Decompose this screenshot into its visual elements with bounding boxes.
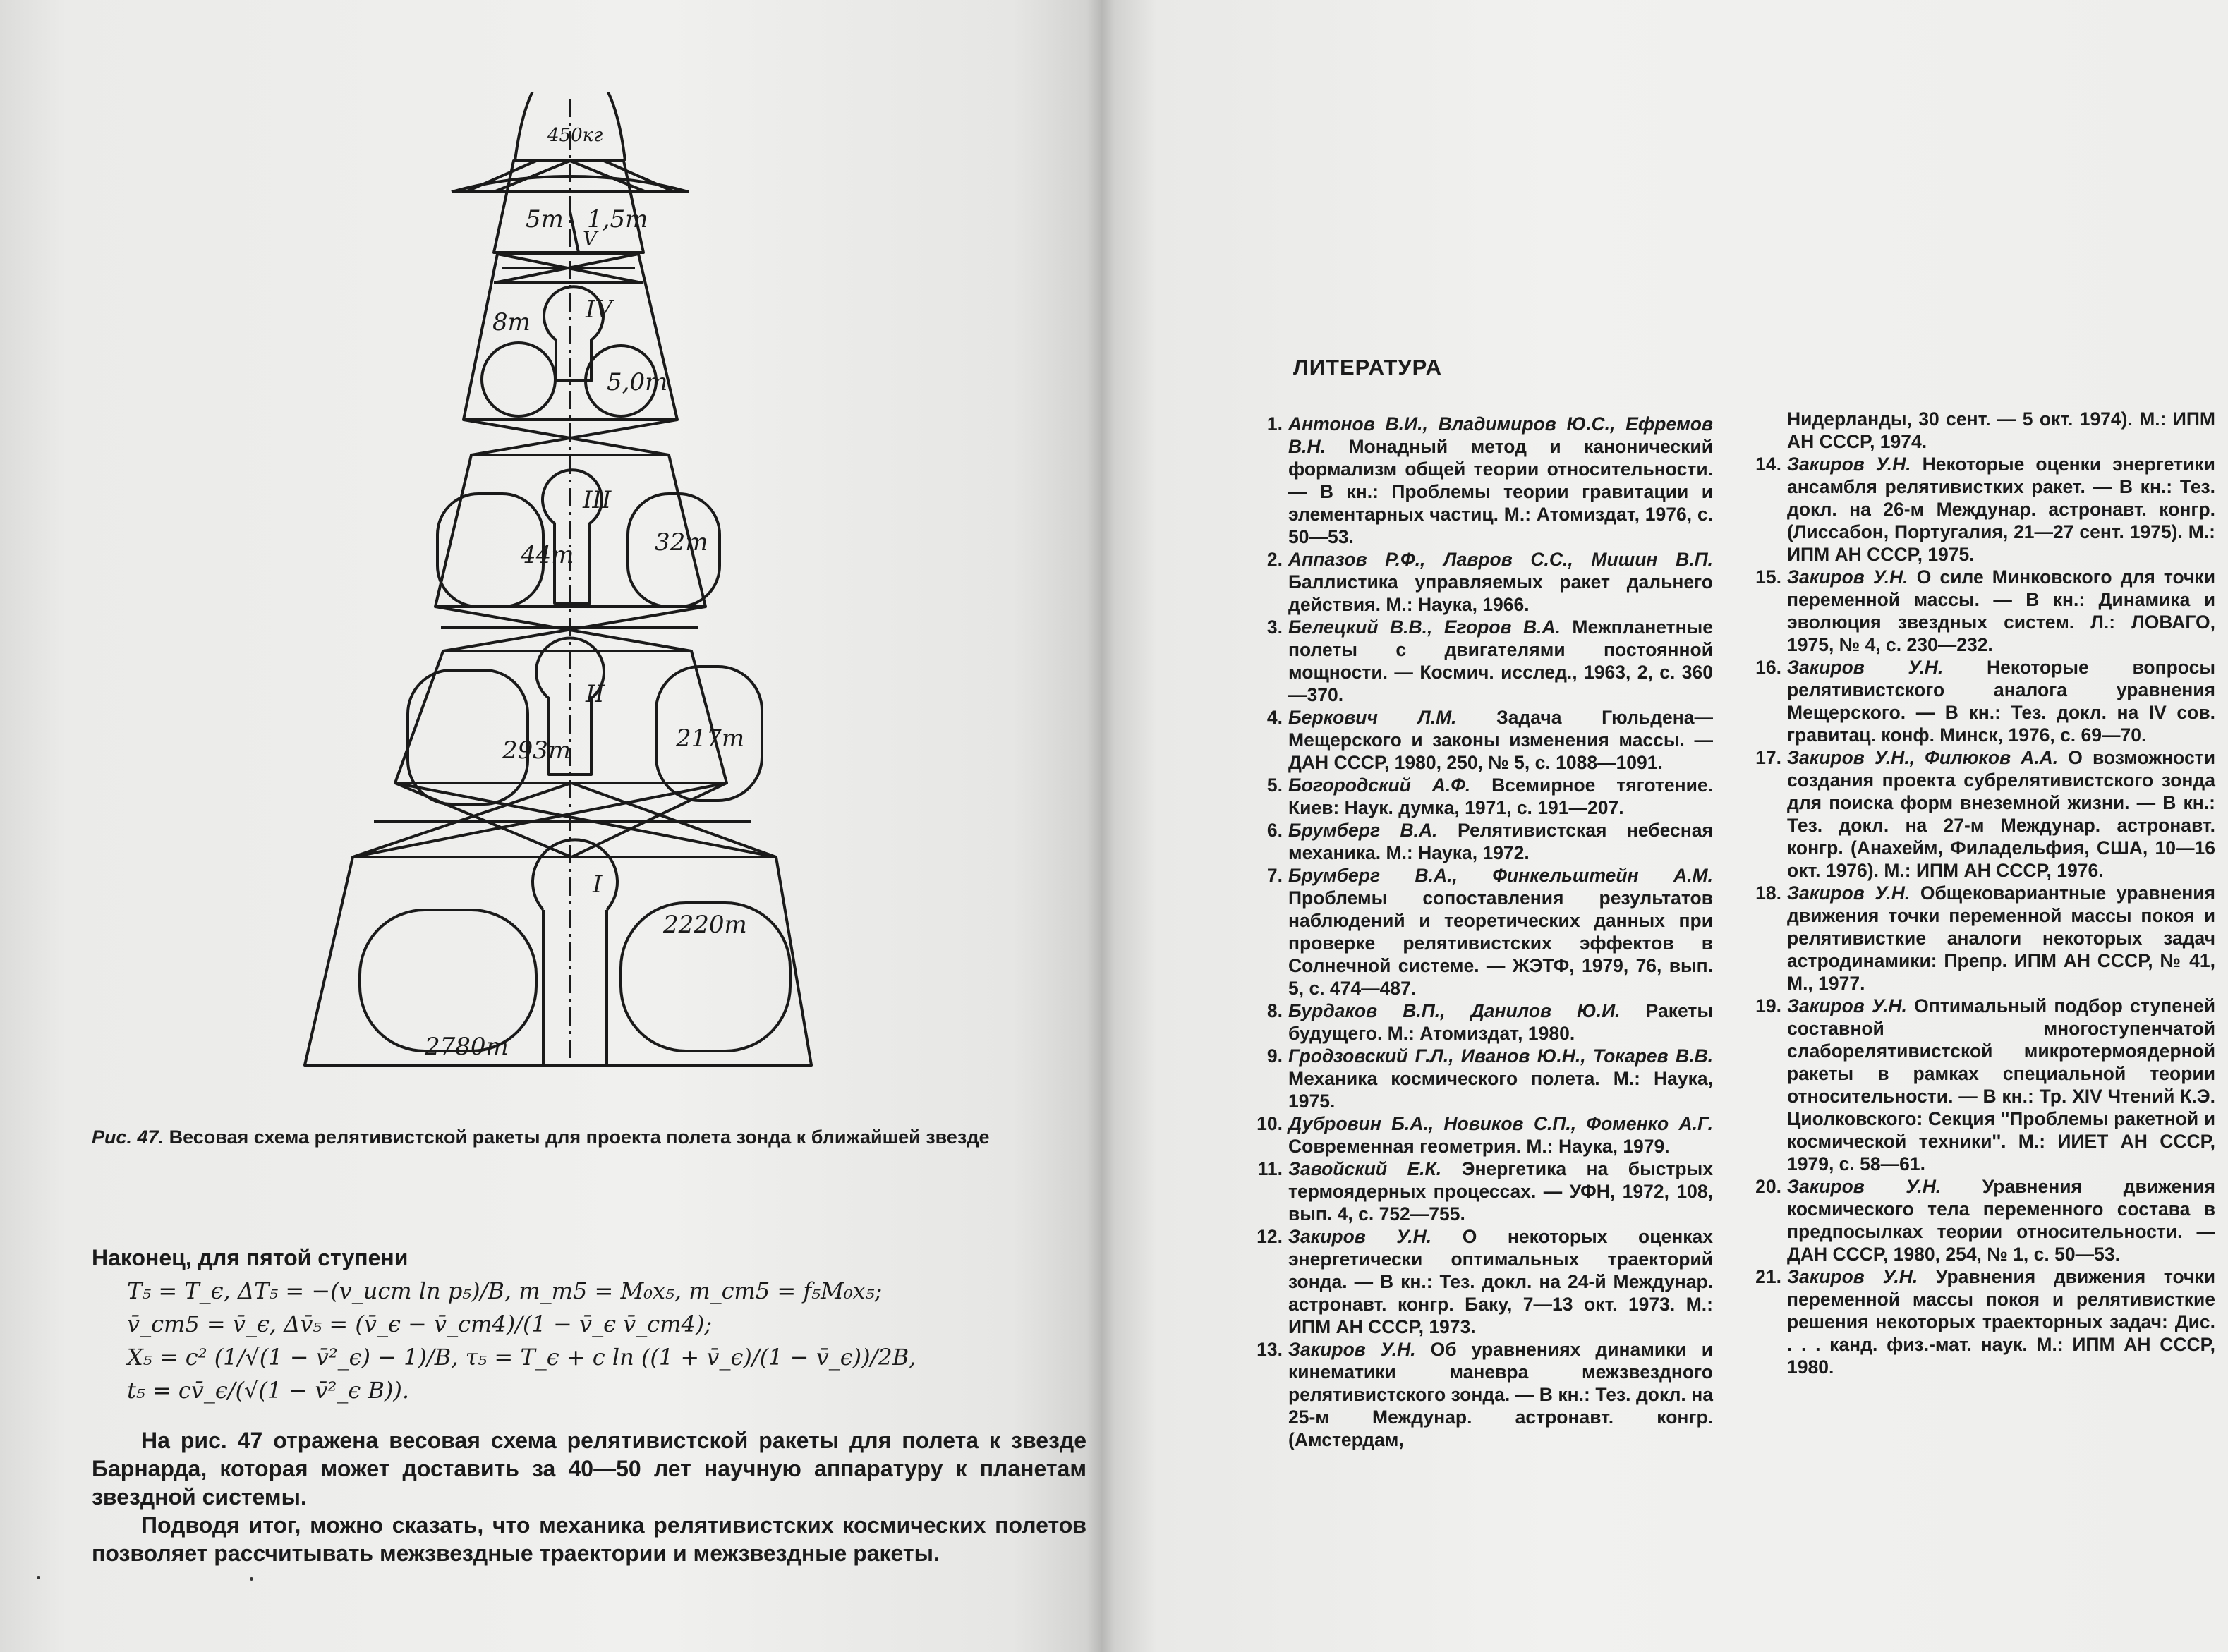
reference-body xyxy=(1288,548,1713,616)
reference-text: Уравнения движения точки переменной массы покоя и релятивисткие решения некоторых траекторных задач: Дис. . . . канд. физ.-мат. наук. М.: ИПМ АН СССР, 1980. xyxy=(1787,1266,2215,1378)
reference-number: 7. xyxy=(1266,865,1283,886)
reference-item xyxy=(1746,995,2215,1175)
reference-body xyxy=(1787,453,2215,566)
reference-text: Энергетика на быстрых термоядерных процессах. — УФН, 1972, 108, вып. 4, с. 752—755. xyxy=(1288,1158,1713,1225)
reference-text: Об уравнениях динамики и кинематики маневра межзвездного релятивистского зонда. — В кн.: Тез. докл. на 25-м Междунар. астронавт. конгр. (Амстердам, xyxy=(1288,1339,1713,1450)
reference-number: 3. xyxy=(1266,617,1283,638)
reference-item xyxy=(1746,882,2215,995)
reference-item xyxy=(1247,864,1713,1000)
reference-item xyxy=(1247,1045,1713,1112)
reference-authors: Брумберг В.А. xyxy=(1288,820,1438,841)
label-stage2-numeral: II xyxy=(586,680,605,708)
label-stage5-numeral: V xyxy=(583,227,598,250)
reference-text: Баллистика управляемых ракет дальнего действия. М.: Наука, 1966. xyxy=(1288,571,1713,615)
label-stage1-bottom: 2780т xyxy=(425,1033,509,1061)
reference-body xyxy=(1288,706,1713,774)
reference-body xyxy=(1787,1175,2215,1265)
reference-text: Уравнения движения космического тела переменного состава в предпосылках теории относительности. — ДАН СССР, 1980, 254, № 1, с. 50—53. xyxy=(1787,1176,2215,1265)
reference-item xyxy=(1247,1225,1713,1338)
reference-number: 13. xyxy=(1257,1339,1283,1360)
reference-number: 20. xyxy=(1755,1176,1781,1197)
reference-number: 10. xyxy=(1257,1113,1283,1134)
formula-line: X₅ = c² (1/√(1 − v̄²_ϵ) − 1)/B, τ₅ = T_ϵ + c ln ((1 + v̄_ϵ)/(1 − v̄_ϵ))/2B, xyxy=(127,1344,916,1371)
reference-body xyxy=(1288,1045,1713,1112)
reference-number: 11. xyxy=(1257,1158,1283,1179)
reference-number: 6. xyxy=(1266,820,1283,841)
reference-authors: Бурдаков В.П., Данилов Ю.И. xyxy=(1288,1000,1621,1021)
reference-authors: Закиров У.Н. xyxy=(1787,1176,1942,1197)
reference-item xyxy=(1247,819,1713,864)
reference-number: 19. xyxy=(1755,995,1781,1016)
formula-line: t₅ = cv̄_ϵ/(√(1 − v̄²_ϵ B)). xyxy=(127,1377,410,1404)
speck xyxy=(37,1576,40,1579)
label-stage1-right: 2220т xyxy=(663,911,747,939)
references-column-1 xyxy=(1247,413,1713,1451)
reference-item xyxy=(1247,616,1713,706)
reference-text: Общековариантные уравнения движения точки переменной массы покоя и релятивисткие аналоги некоторых задач астродинамики: Препр. ИПМ АН СССР, № 41, М., 1977. xyxy=(1787,882,2215,994)
reference-text: Современная геометрия. М.: Наука, 1979. xyxy=(1288,1136,1670,1157)
reference-text: Релятивистская небесная механика. М.: Наука, 1972. xyxy=(1288,820,1713,863)
reference-authors: Закиров У.Н. xyxy=(1288,1226,1432,1247)
reference-body xyxy=(1787,656,2215,746)
reference-item xyxy=(1746,656,2215,746)
reference-authors: Закиров У.Н. xyxy=(1787,657,1944,678)
stage5-inner xyxy=(570,212,579,253)
reference-body xyxy=(1288,1158,1713,1225)
truss-5-4 xyxy=(494,253,643,282)
reference-number: 15. xyxy=(1755,566,1781,588)
reference-body xyxy=(1787,746,2215,882)
reference-item xyxy=(1247,1158,1713,1225)
label-stage5-right: 1,5т xyxy=(587,205,648,233)
reference-authors: Закиров У.Н., Филюков А.А. xyxy=(1787,747,2059,768)
formula-block xyxy=(127,1275,1101,1407)
reference-authors: Аппазов Р.Ф., Лавров С.С., Мишин В.П. xyxy=(1288,549,1713,570)
label-stage3-right: 32т xyxy=(655,528,708,557)
reference-number: 18. xyxy=(1755,882,1781,904)
reference-number: 16. xyxy=(1755,657,1781,678)
reference-text: Всемирное тяготение. Киев: Наук. думка, 1971, с. 191—207. xyxy=(1288,775,1713,818)
reference-authors: Закиров У.Н. xyxy=(1787,454,1911,475)
reference-authors: Дубровин Б.А., Новиков С.П., Фоменко А.Г. xyxy=(1288,1113,1713,1134)
reference-authors: Белецкий В.В., Егоров В.А. xyxy=(1288,617,1561,638)
label-stage3-left: 44т xyxy=(521,541,574,569)
reference-number: 4. xyxy=(1266,707,1283,728)
paragraph: Подводя итог, можно сказать, что механика релятивистских космических полетов позволяет рассчитывать межзвездные траектории и межзвездные ракеты. xyxy=(92,1512,1086,1566)
reference-authors: Беркович Л.М. xyxy=(1288,707,1457,728)
label-stage4-right: 5,0т xyxy=(607,368,668,396)
reference-authors: Брумберг В.А., Финкельштейн А.М. xyxy=(1288,865,1713,886)
label-stage4-left: 8т xyxy=(492,308,531,336)
label-stage5-left: 5т xyxy=(526,205,564,233)
reference-body xyxy=(1288,819,1713,864)
reference-item xyxy=(1746,746,2215,882)
reference-number: 9. xyxy=(1266,1045,1283,1067)
reference-authors: Богородский А.Ф. xyxy=(1288,775,1471,796)
reference-authors: Гродзовский Г.Л., Иванов Ю.Н., Токарев В.В. xyxy=(1288,1045,1713,1067)
figure-caption-prefix: Рис. 47. xyxy=(92,1126,164,1148)
reference-body xyxy=(1288,413,1713,548)
figure-caption-text: Весовая схема релятивистской ракеты для проекта полета зонда к ближайшей звезде xyxy=(169,1126,990,1148)
reference-text: Оптимальный подбор ступеней составной многоступенчатой слаборелятивистской микротермоядерной ракеты в рамках специальной теории относительности. — В кн.: Тр. XIV Чтений К.Э. Циолковского: Секция ''Проблемы ракетной и космической техники''. М.: ИИЕТ АН СССР, 1979, с. 58—61. xyxy=(1787,995,2215,1174)
reference-text: Задача Гюльдена—Мещерского и законы изменения массы. — ДАН СССР, 1980, 250, № 5, с. 1088—1091. xyxy=(1288,707,1713,773)
formula-line: v̄_ст5 = v̄_ϵ, Δv̄₅ = (v̄_ϵ − v̄_ст4)/(1 − v̄_ϵ v̄_ст4); xyxy=(127,1311,713,1337)
reference-text: Механика космического полета. М.: Наука, 1975. xyxy=(1288,1068,1713,1112)
reference-number: 2. xyxy=(1266,549,1283,570)
label-stage1-numeral: I xyxy=(593,870,603,899)
reference-body xyxy=(1787,566,2215,656)
truss-2-1 xyxy=(353,783,776,857)
label-nose-mass: 450кг xyxy=(547,125,603,146)
label-stage2-right: 217т xyxy=(676,724,745,753)
reference-number: 17. xyxy=(1755,747,1781,768)
reference-body xyxy=(1288,864,1713,1000)
label-stage4-numeral: IV xyxy=(586,296,612,324)
reference-text: О возможности создания проекта субрелятивистского зонда для поиска форм внеземной жизни. — В кн.: Тез. докл. на 27-м Междунар. астронавт. конгр. (Анахейм, Филадельфия, США, 10—16 окт. 1976). М.: ИПМ АН СССР, 1976. xyxy=(1787,747,2216,881)
reference-body xyxy=(1288,1225,1713,1338)
reference-item xyxy=(1746,1265,2215,1378)
label-stage3-numeral: III xyxy=(583,486,612,514)
speck xyxy=(250,1577,253,1581)
reference-text: О некоторых оценках энергетически оптимальных траекторий зонда. — В кн.: Тез. докл. на 24-й Междунар. астронавт. конгр. Баку, 7—13 окт. 1973. М.: ИПМ АН СССР, 1973. xyxy=(1288,1226,1713,1337)
reference-text: Ракеты будущего. М.: Атомиздат, 1980. xyxy=(1288,1000,1713,1044)
reference-item xyxy=(1746,566,2215,656)
reference-item xyxy=(1746,453,2215,566)
reference-body xyxy=(1787,882,2215,995)
figure-caption xyxy=(92,1125,1079,1149)
reference-item xyxy=(1247,1000,1713,1045)
reference-item xyxy=(1247,1338,1713,1451)
references-column-2 xyxy=(1746,408,2215,1378)
stage4-tank-left xyxy=(482,343,555,416)
body-text xyxy=(92,1426,1086,1567)
paragraph: На рис. 47 отражена весовая схема релятивистской ракеты для полета к звезде Барнарда, которая может доставить за 40—50 лет научную аппаратуру к планетам звездной системы. xyxy=(92,1428,1086,1510)
label-stage2-left: 293т xyxy=(502,736,571,765)
reference-authors: Закиров У.Н. xyxy=(1787,566,1908,588)
reference-text: О силе Минковского для точки переменной массы. — В кн.: Динамика и эволюция звездных систем. Л.: ЛОВАГО, 1975, № 4, с. 230—232. xyxy=(1787,566,2215,655)
reference-number: 5. xyxy=(1266,775,1283,796)
reference-item xyxy=(1247,706,1713,774)
reference-item xyxy=(1247,774,1713,819)
reference-body xyxy=(1288,1000,1713,1045)
literature-title: ЛИТЕРАТУРА xyxy=(1293,355,1443,379)
reference-item xyxy=(1247,548,1713,616)
reference-authors: Закиров У.Н. xyxy=(1787,882,1911,904)
reference-text: Некоторые вопросы релятивистского аналога уравнения Мещерского. — В кн.: Тез. докл. на IV сов. гравитац. конф. Минск, 1976, с. 69—70. xyxy=(1787,657,2215,746)
reference-authors: Закиров У.Н. xyxy=(1787,1266,1918,1287)
reference-authors: Закиров У.Н. xyxy=(1787,995,1907,1016)
formula-line: T₅ = T_ϵ, ΔT₅ = −(v_ист ln p₅)/B, m_т5 = M₀x₅, m_ст5 = f₅M₀x₅; xyxy=(127,1277,883,1304)
reference-body xyxy=(1288,774,1713,819)
reference-body xyxy=(1787,1265,2215,1378)
reference-number: 1. xyxy=(1266,413,1283,435)
reference-number: 8. xyxy=(1266,1000,1283,1021)
reference-body xyxy=(1288,616,1713,706)
lead-text: Наконец, для пятой ступени xyxy=(92,1245,408,1270)
reference-body xyxy=(1288,1338,1713,1451)
reference-authors: Закиров У.Н. xyxy=(1288,1339,1416,1360)
reference-text: Монадный метод и канонический формализм общей теории относительности. — В кн.: Проблемы теории гравитации и элементарных частиц. М.: Атомиздат, 1976, с. 50—53. xyxy=(1288,436,1713,547)
reference-authors: Антонов В.И., Владимиров Ю.С., Ефремов В.Н. xyxy=(1288,413,1713,457)
reference-item xyxy=(1247,413,1713,548)
reference-text: Некоторые оценки энергетики ансамбля релятивистких ракет. — В кн.: Тез. докл. на 26-м Междунар. астронавт. конгр. (Лиссабон, Португалия, 21—27 сент. 1975). М.: ИПМ АН СССР, 1975. xyxy=(1787,454,2215,565)
reference-text: Проблемы сопоставления результатов наблюдений и теоретических данных при проверке релятивистских эффектов в Солнечной системе. — ЖЭТФ, 1979, 76, вып. 5, с. 474—487. xyxy=(1288,887,1713,999)
reference-text: Межпланетные полеты с двигателями постоянной мощности. — Космич. исслед., 1963, 2, с. 360—370. xyxy=(1288,617,1713,705)
reference-number: 14. xyxy=(1755,454,1781,475)
stage1-tank-left xyxy=(360,910,536,1051)
reference-body xyxy=(1288,1112,1713,1158)
reference-authors: Завойский Е.К. xyxy=(1288,1158,1442,1179)
reference-item xyxy=(1247,1112,1713,1158)
reference-item xyxy=(1746,1175,2215,1265)
reference-number: 12. xyxy=(1257,1226,1283,1247)
stage1-keyhole xyxy=(533,839,617,1065)
reference-body xyxy=(1787,995,2215,1175)
reference-continuation: Нидерланды, 30 сент. — 5 окт. 1974). М.: ИПМ АН СССР, 1974. xyxy=(1787,408,2215,452)
rocket-weight-diagram xyxy=(282,92,1129,1093)
reference-number: 21. xyxy=(1755,1266,1781,1287)
